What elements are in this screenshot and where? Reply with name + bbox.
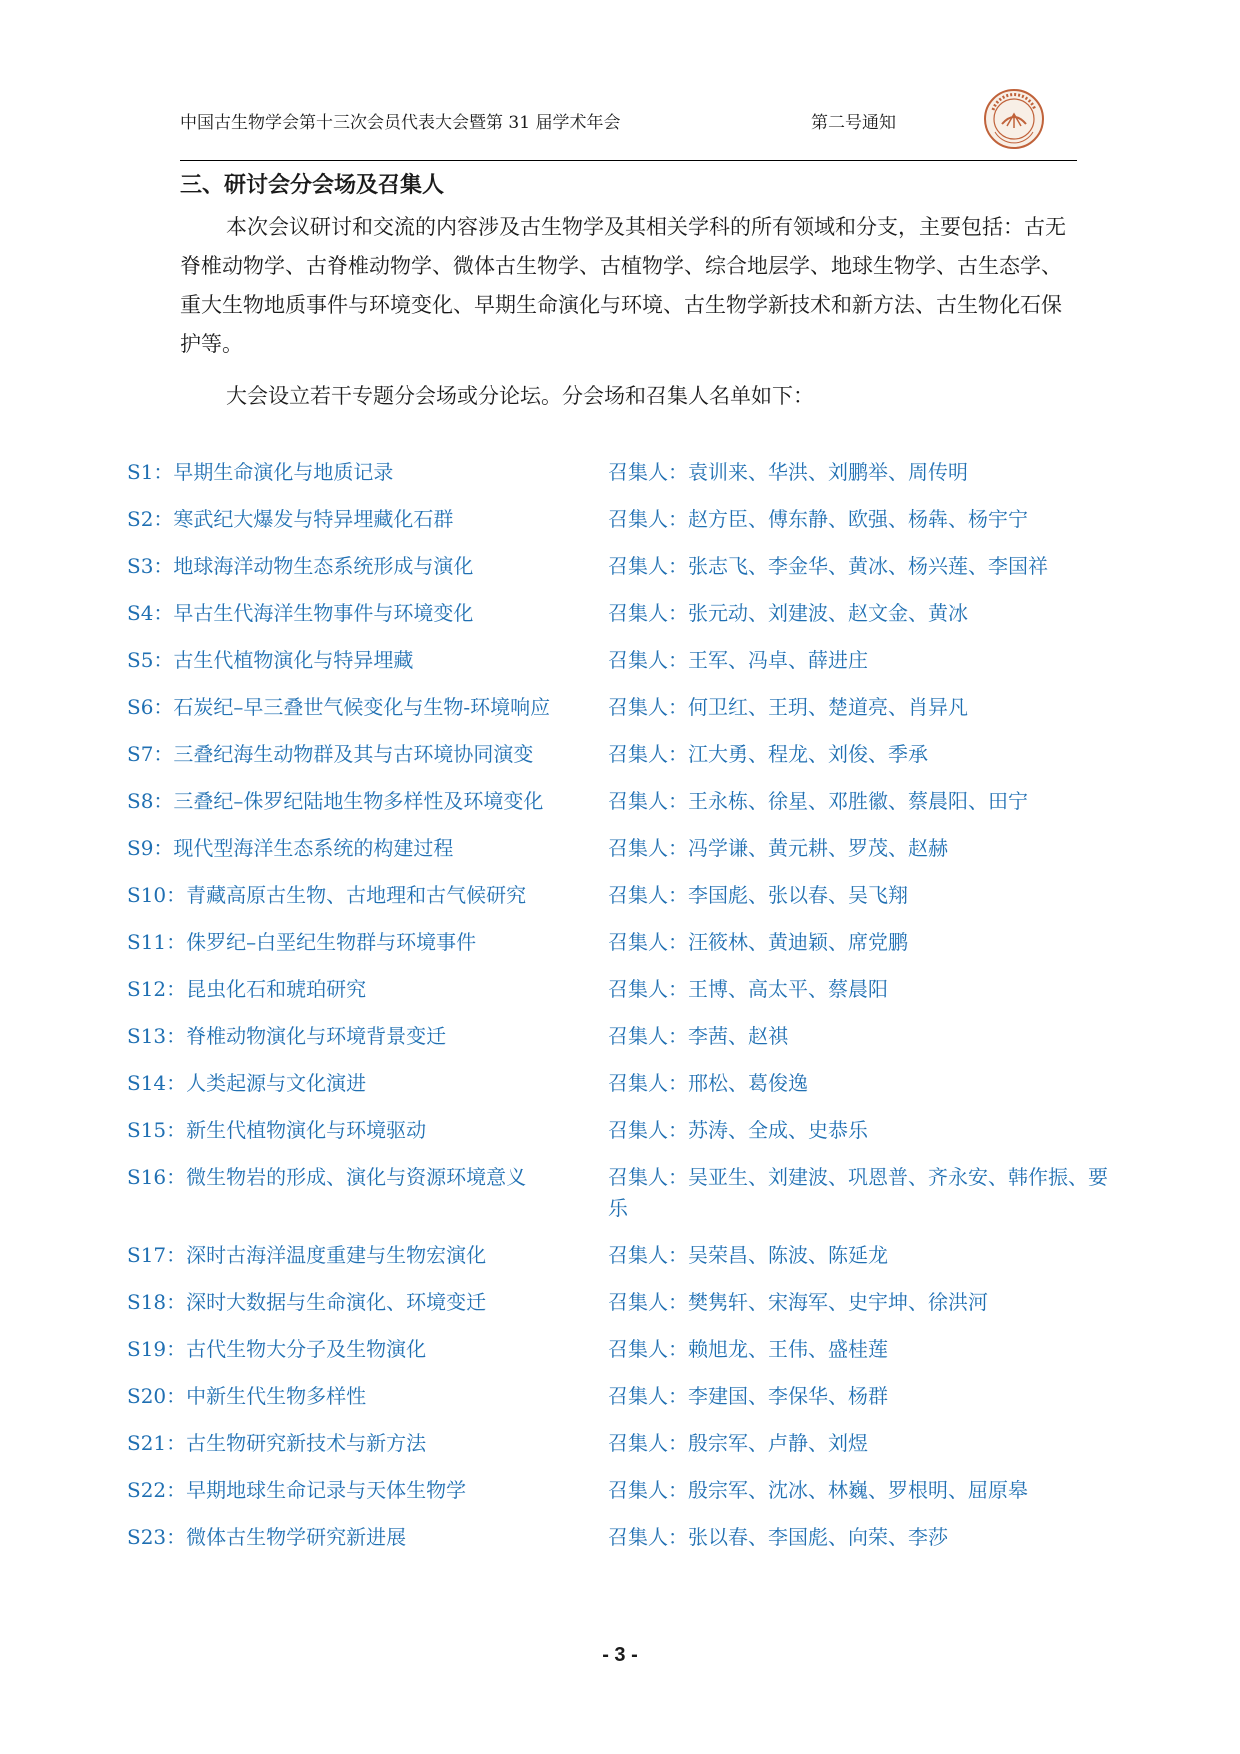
session-conveners: 召集人：江大勇、程龙、刘俊、季承 — [608, 742, 928, 766]
session-name: S9：现代型海洋生态系统的构建过程 — [127, 836, 454, 860]
session-conveners: 召集人：李茜、赵祺 — [608, 1024, 788, 1048]
session-name: S17：深时古海洋温度重建与生物宏演化 — [127, 1243, 487, 1267]
session-name: S5：古生代植物演化与特异埋藏 — [127, 648, 414, 672]
intro-paragraph: 本次会议研讨和交流的内容涉及古生物学及其相关学科的所有领域和分支，主要包括：古无脊椎动物学、古脊椎动物学、微体古生物学、古植物学、综合地层学、地球生物学、古生态学、重大生物地质事件与环境变化、早期生命演化与环境、古生物学新技术和新方法、古生物化石保护等。 — [180, 215, 1066, 356]
session-name: S15：新生代植物演化与环境驱动 — [127, 1118, 427, 1142]
session-name: S11：侏罗纪–白垩纪生物群与环境事件 — [127, 930, 477, 954]
session-conveners: 召集人：冯学谦、黄元耕、罗茂、赵赫 — [608, 836, 948, 860]
session-conveners: 召集人：吴荣昌、陈波、陈延龙 — [608, 1243, 888, 1267]
session-name: S18：深时大数据与生命演化、环境变迁 — [127, 1290, 487, 1314]
session-name: S10：青藏高原古生物、古地理和古气候研究 — [127, 883, 527, 907]
session-conveners: 召集人：张志飞、李金华、黄冰、杨兴莲、李国祥 — [608, 554, 1048, 578]
section-title: 三、研讨会分会场及召集人 — [180, 172, 445, 198]
session-name: S6：石炭纪–早三叠世气候变化与生物-环境响应 — [127, 695, 551, 719]
session-conveners: 召集人：吴亚生、刘建波、巩恩普、齐永安、韩作振、要乐 — [608, 1165, 1108, 1220]
session-name: S21：古生物研究新技术与新方法 — [127, 1431, 427, 1455]
session-name: S20：中新生代生物多样性 — [127, 1384, 367, 1408]
session-name: S3：地球海洋动物生态系统形成与演化 — [127, 554, 474, 578]
header-notice: 第二号通知 — [811, 113, 896, 133]
session-conveners: 召集人：王博、高太平、蔡晨阳 — [608, 977, 888, 1001]
session-conveners: 召集人：樊隽轩、宋海军、史宇坤、徐洪河 — [608, 1290, 988, 1314]
session-conveners: 召集人：邢松、葛俊逸 — [608, 1071, 808, 1095]
session-intro-paragraph: 大会设立若干专题分会场或分论坛。分会场和召集人名单如下： — [226, 384, 814, 408]
session-name: S1：早期生命演化与地质记录 — [127, 460, 394, 484]
session-conveners: 召集人：何卫红、王玥、楚道亮、肖异凡 — [608, 695, 968, 719]
session-name: S22：早期地球生命记录与天体生物学 — [127, 1478, 467, 1502]
session-name: S2：寒武纪大爆发与特异埋藏化石群 — [127, 507, 454, 531]
session-name: S7：三叠纪海生动物群及其与古环境协同演变 — [127, 742, 534, 766]
session-name: S19：古代生物大分子及生物演化 — [127, 1337, 427, 1361]
session-conveners: 召集人：李建国、李保华、杨群 — [608, 1384, 888, 1408]
session-conveners: 召集人：李国彪、张以春、吴飞翔 — [608, 883, 908, 907]
session-name: S14：人类起源与文化演进 — [127, 1071, 367, 1095]
page-header — [180, 108, 1080, 148]
session-name: S23：微体古生物学研究新进展 — [127, 1525, 407, 1549]
session-conveners: 召集人：汪筱林、黄迪颖、席党鹏 — [608, 930, 908, 954]
session-conveners: 召集人：王军、冯卓、薛进庄 — [608, 648, 868, 672]
session-name: S12：昆虫化石和琥珀研究 — [127, 977, 367, 1001]
society-logo — [983, 88, 1045, 150]
session-conveners: 召集人：赖旭龙、王伟、盛桂莲 — [608, 1337, 888, 1361]
session-conveners: 召集人：殷宗军、卢静、刘煜 — [608, 1431, 868, 1455]
session-name: S16：微生物岩的形成、演化与资源环境意义 — [127, 1165, 527, 1189]
header-title: 中国古生物学会第十三次会员代表大会暨第 31 届学术年会 — [180, 113, 621, 133]
session-conveners: 召集人：张元动、刘建波、赵文金、黄冰 — [608, 601, 968, 625]
session-conveners: 召集人：袁训来、华洪、刘鹏举、周传明 — [608, 460, 968, 484]
session-conveners: 召集人：张以春、李国彪、向荣、李莎 — [608, 1525, 948, 1549]
session-conveners: 召集人：苏涛、全成、史恭乐 — [608, 1118, 868, 1142]
page-number: - 3 - — [602, 1644, 638, 1666]
session-conveners: 召集人：殷宗军、沈冰、林巍、罗根明、屈原皋 — [608, 1478, 1028, 1502]
session-conveners: 召集人：赵方臣、傅东静、欧强、杨犇、杨宇宁 — [608, 507, 1028, 531]
session-name: S4：早古生代海洋生物事件与环境变化 — [127, 601, 474, 625]
session-conveners: 召集人：王永栋、徐星、邓胜徽、蔡晨阳、田宁 — [608, 789, 1028, 813]
header-divider — [180, 160, 1077, 161]
session-name: S13：脊椎动物演化与环境背景变迁 — [127, 1024, 447, 1048]
session-name: S8：三叠纪–侏罗纪陆地生物多样性及环境变化 — [127, 789, 544, 813]
